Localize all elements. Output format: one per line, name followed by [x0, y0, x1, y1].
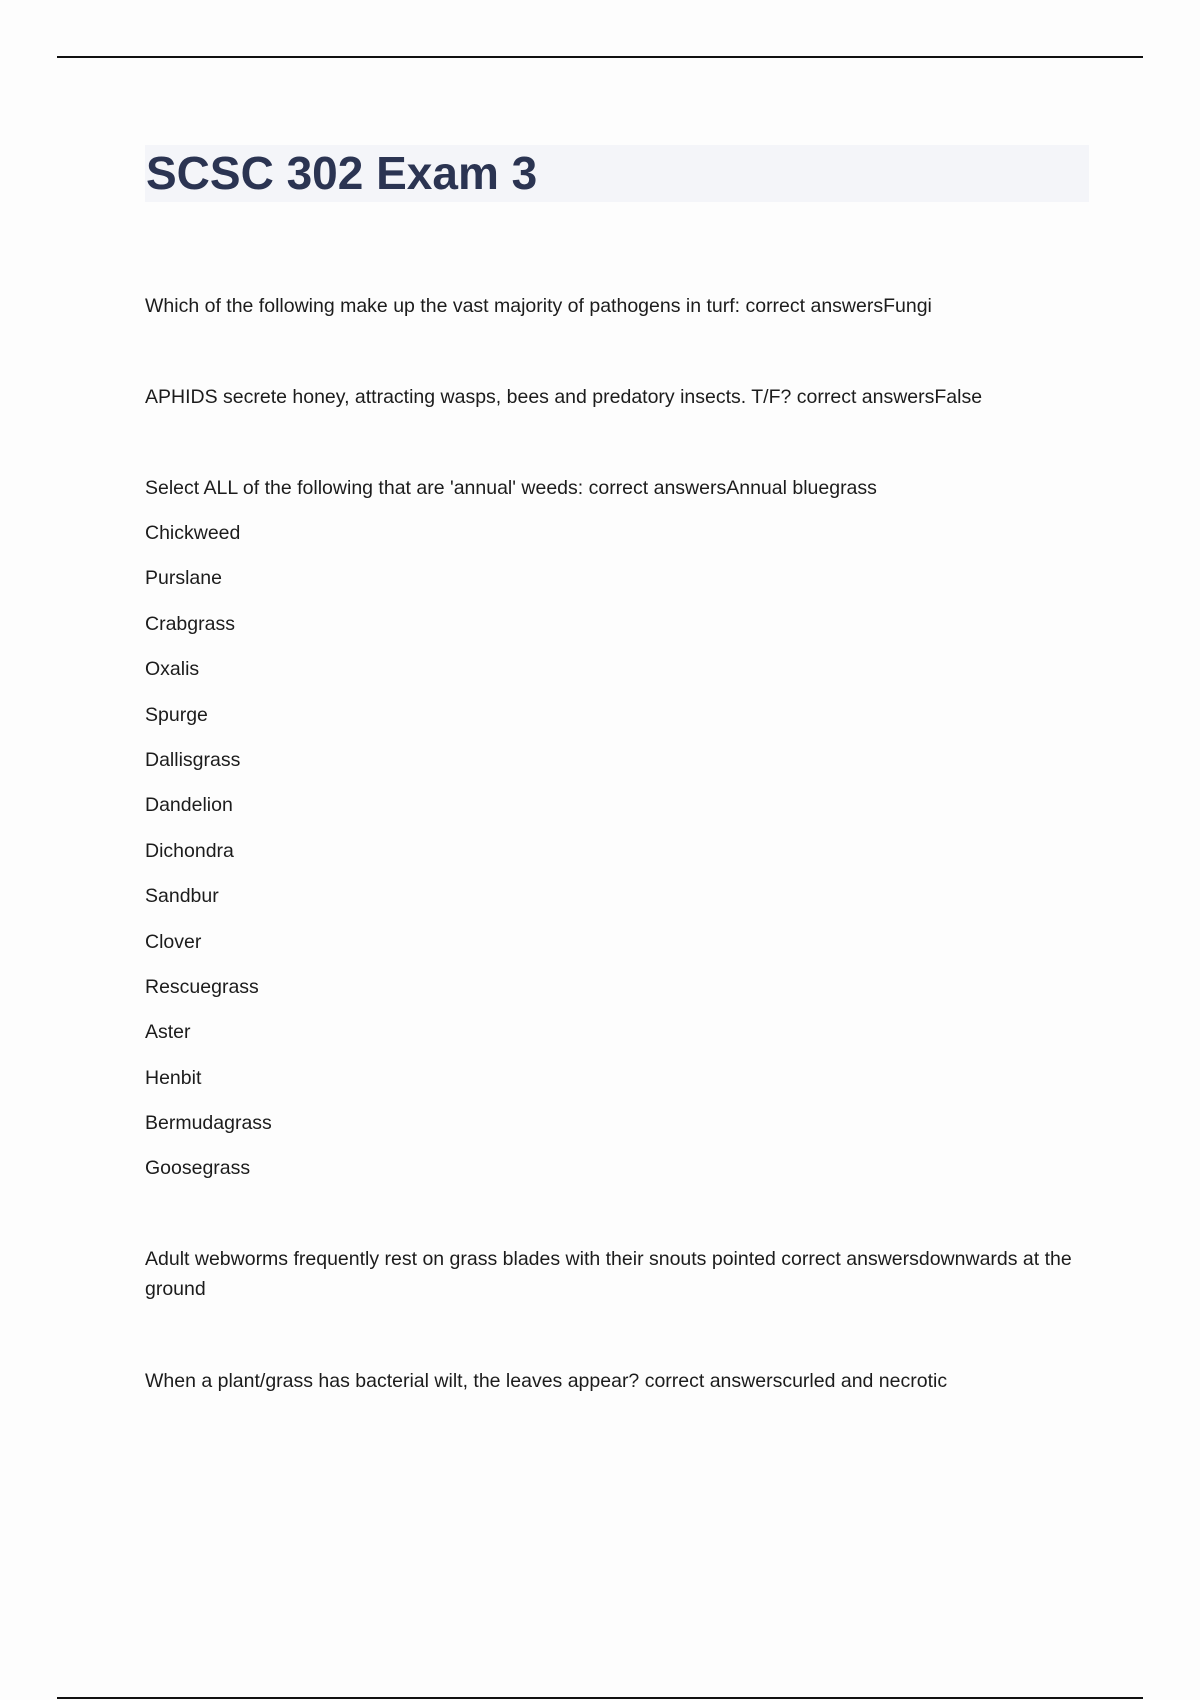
- list-item: Goosegrass: [145, 1157, 251, 1180]
- list-item: Sandbur: [145, 885, 219, 908]
- list-item: Purslane: [145, 567, 222, 590]
- bottom-rule: [57, 1697, 1143, 1699]
- list-item: Dichondra: [145, 839, 234, 862]
- list-item: Rescuegrass: [145, 975, 259, 998]
- list-item: Oxalis: [145, 658, 200, 681]
- list-item: Chickweed: [145, 522, 241, 544]
- list-item: Crabgrass: [145, 612, 235, 635]
- question-1: Which of the following make up the vast majority of pathogens in turf: correct answersFungi: [145, 295, 932, 317]
- list-item: Spurge: [145, 703, 208, 726]
- list-item: Bermudagrass: [145, 1112, 272, 1135]
- question-5: When a plant/grass has bacterial wilt, the leaves appear? correct answerscurled and necrotic: [145, 1370, 948, 1392]
- question-2: APHIDS secrete honey, attracting wasps, bees and predatory insects. T/F? correct answersFalse: [145, 386, 983, 408]
- page-title: SCSC 302 Exam 3: [146, 147, 538, 199]
- list-item: Aster: [145, 1021, 191, 1044]
- question-3: Select ALL of the following that are 'annual' weeds: correct answersAnnual bluegrass: [145, 477, 877, 499]
- top-rule: [57, 56, 1143, 58]
- list-item: Dallisgrass: [145, 748, 241, 771]
- annual-weeds-list: [145, 518, 272, 1199]
- list-item: Clover: [145, 930, 202, 953]
- list-item: Dandelion: [145, 794, 233, 817]
- question-4: Adult webworms frequently rest on grass blades with their snouts pointed correct answersdownwards at the ground: [145, 1248, 1072, 1300]
- list-item: Henbit: [145, 1066, 202, 1089]
